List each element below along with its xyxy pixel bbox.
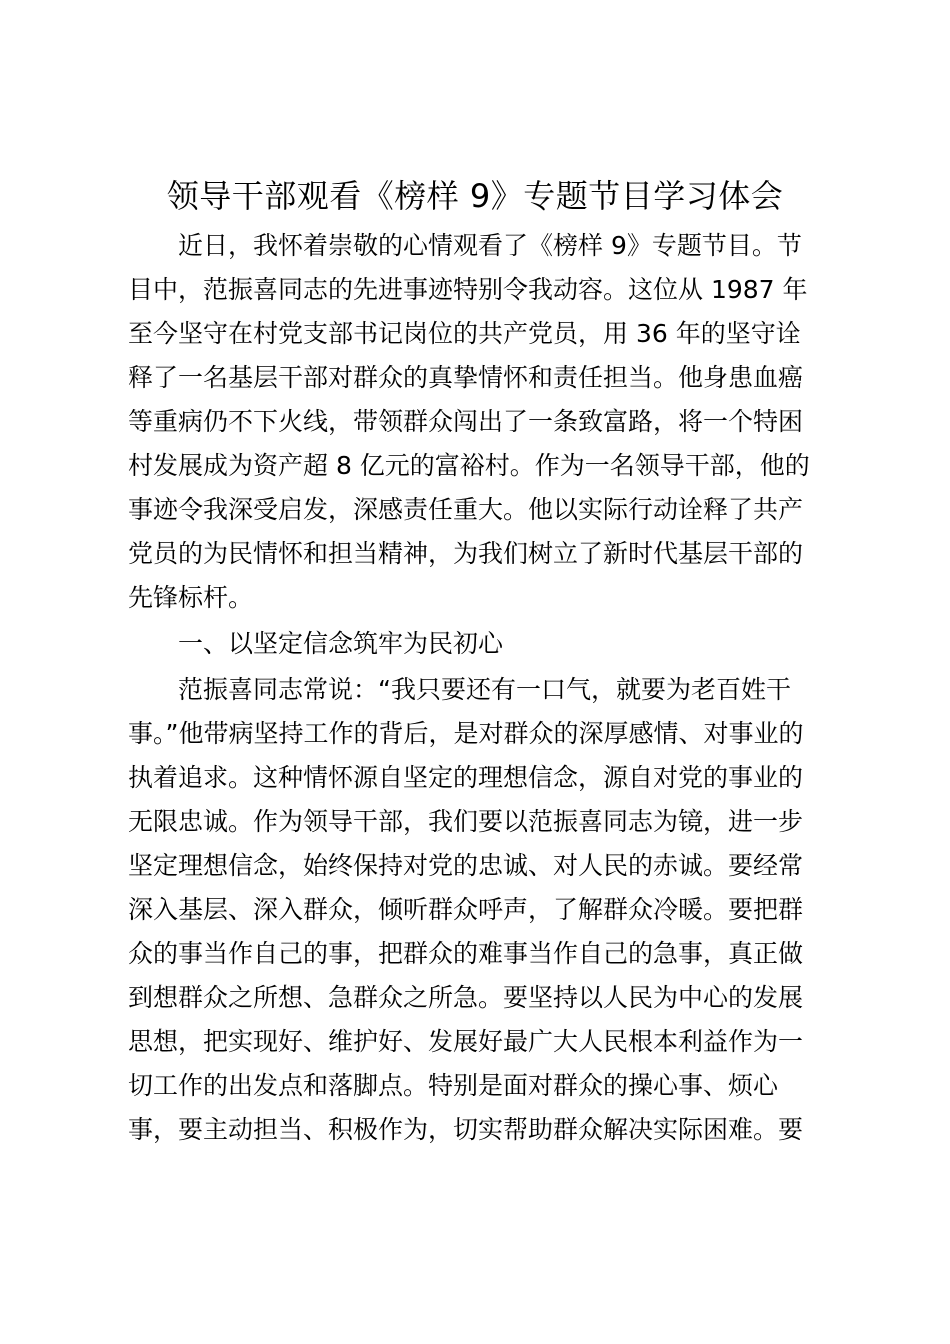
body-line: 事，要主动担当、积极作为，切实帮助群众解决实际困难。要	[128, 1115, 804, 1144]
body-line: 党员的为民情怀和担当精神，为我们树立了新时代基层干部的	[128, 539, 804, 568]
body-line: 至今坚守在村党支部书记岗位的共产党员，用 36 年的坚守诠	[128, 319, 801, 348]
body-line: 到想群众之所想、急群众之所急。要坚持以人民为中心的发展	[128, 983, 804, 1012]
body-line: 切工作的出发点和落脚点。特别是面对群众的操心事、烦心	[128, 1071, 779, 1100]
body-line: 众的事当作自己的事，把群众的难事当作自己的急事，真正做	[128, 939, 804, 968]
body-line: 事。”他带病坚持工作的背后，是对群众的深厚感情、对事业的	[128, 719, 804, 748]
body-line: 深入基层、深入群众，倾听群众呼声，了解群众冷暖。要把群	[128, 895, 804, 924]
body-line: 释了一名基层干部对群众的真挚情怀和责任担当。他身患血癌	[128, 363, 804, 392]
body-line: 执着追求。这种情怀源自坚定的理想信念，源自对党的事业的	[128, 763, 804, 792]
body-line: 事迹令我深受启发，深感责任重大。他以实际行动诠释了共产	[128, 495, 804, 524]
body-line: 村发展成为资产超 8 亿元的富裕村。作为一名领导干部，他的	[128, 451, 810, 480]
body-line: 坚定理想信念，始终保持对党的忠诚、对人民的赤诚。要经常	[128, 851, 804, 880]
document-title: 领导干部观看《榜样 9》专题节目学习体会	[166, 177, 784, 215]
body-line: 近日，我怀着崇敬的心情观看了《榜样 9》专题节目。节	[178, 231, 802, 260]
body-line: 先锋标杆。	[128, 583, 254, 612]
body-line: 无限忠诚。作为领导干部，我们要以范振喜同志为镜，进一步	[128, 807, 804, 836]
body-line: 目中，范振喜同志的先进事迹特别令我动容。这位从 1987 年	[128, 275, 808, 304]
body-line: 思想，把实现好、维护好、发展好最广大人民根本利益作为一	[128, 1027, 804, 1056]
body-line: 等重病仍不下火线，带领群众闯出了一条致富路，将一个特困	[128, 407, 804, 436]
section-heading: 一、以坚定信念筑牢为民初心	[178, 629, 504, 658]
body-line: 范振喜同志常说：“我只要还有一口气，就要为老百姓干	[178, 675, 791, 704]
